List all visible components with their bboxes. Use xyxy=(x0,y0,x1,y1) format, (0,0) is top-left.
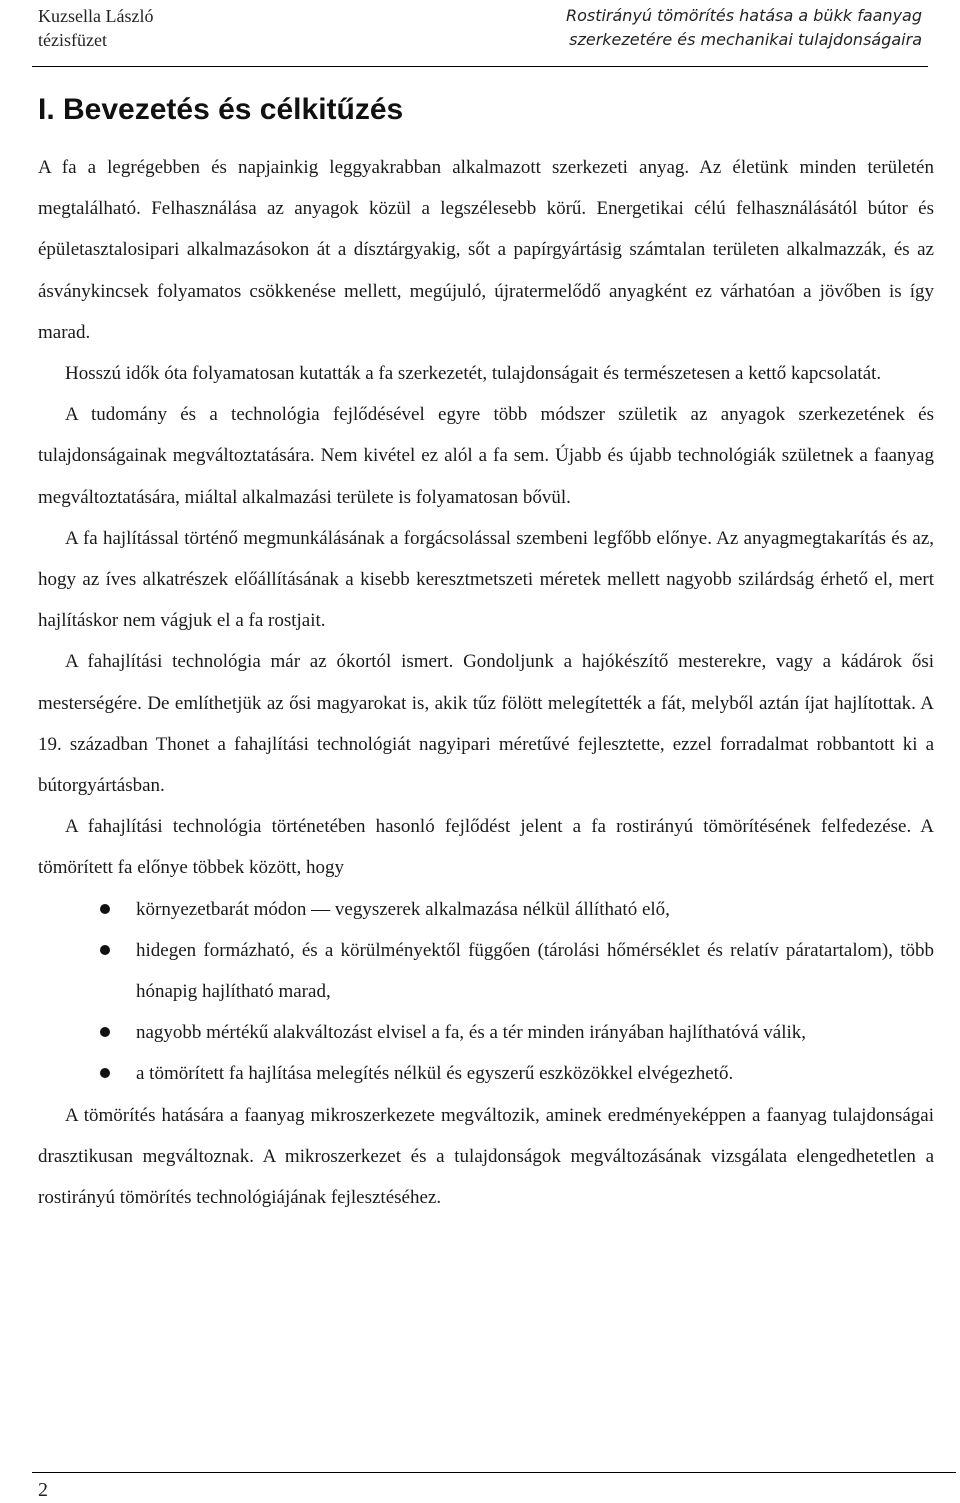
list-item-text: környezetbarát módon — vegyszerek alkalmazása nélkül állítható elő, xyxy=(136,898,670,920)
closing-paragraph: A tömörítés hatására a faanyag mikroszerkezete megváltozik, aminek eredményeképpen a faanyag tulajdonságai drasztikusan megváltoznak. A mikroszerkezet és a tulajdonságok megváltozásának vizsgálata elengedhetetlen a rostirányú tömörítés technológiájának fejlesztéséhez. xyxy=(38,1104,934,1209)
body-text xyxy=(38,147,934,1218)
paragraph: A fa hajlítással történő megmunkálásának a forgácsolással szembeni legfőbb előnye. Az anyagmegtakarítás és az, hogy az íves alkatrészek előállításának a kisebb keresztmetszeti méretek mellett nagyobb szilárdság érhető el, mert hajlításkor nem vágjuk el a fa rostjait. xyxy=(38,527,934,632)
bullet-icon xyxy=(100,945,110,955)
page-number: 2 xyxy=(38,1479,48,1501)
paragraph: Hosszú idők óta folyamatosan kutatták a fa szerkezetét, tulajdonságait és természetesen a kettő kapcsolatát. xyxy=(65,363,882,385)
list-item-text: nagyobb mértékű alakváltozást elvisel a fa, és a tér minden irányában hajlíthatóvá válik, xyxy=(136,1022,807,1044)
header-left xyxy=(38,4,153,52)
paragraph: A fahajlítási technológia történetében hasonló fejlődést jelent a fa rostirányú tömörítésének felfedezése. A tömörített fa előnye többek között, hogy xyxy=(38,816,934,879)
paragraph: A tudomány és a technológia fejlődésével egyre több módszer születik az anyagok szerkezetének és tulajdonságainak megváltoztatására. Nem kivétel ez alól a fa sem. Újabb és újabb technológiák születnek a faanyag megváltoztatására, miáltal alkalmazási területe is folyamatosan bővül. xyxy=(38,404,934,508)
list-item xyxy=(38,1053,934,1094)
header-right xyxy=(566,4,922,52)
paragraph: A fa a legrégebben és napjainkig leggyakrabban alkalmazott szerkezeti anyag. Az életünk minden területén megtalálható. Felhasználása az anyagok közül a legszélesebb körű. Energetikai célú felhasználásától bútor és épületasztalosipari alkalmazásokon át a dísztárgyakig, sőt a papírgyártásig számtalan területen alkalmazzák, és az ásványkincsek folyamatos csökkenése mellett, megújuló, újratermelődő anyagként ez várhatóan a jövőben is így marad. xyxy=(38,157,934,343)
header-title-line-1: Rostirányú tömörítés hatása a bükk faanyag xyxy=(565,6,922,25)
running-header xyxy=(38,4,922,60)
section-heading: I. Bevezetés és célkitűzés xyxy=(38,93,404,126)
footer-divider xyxy=(32,1472,956,1473)
list-item xyxy=(38,889,934,930)
paragraph: A fahajlítási technológia már az ókortól ismert. Gondoljunk a hajókészítő mesterekre, vagy a kádárok ősi mesterségére. De említhetjük az ősi magyarokat is, akik tűz fölött melegítették a fát, melyből aztán íjat hajlítottak. A 19. században Thonet a fahajlítási technológiát nagyipari méretűvé fejlesztette, ezzel forradalmat robbantott ki a bútorgyártásban. xyxy=(38,651,934,797)
list-item-text: a tömörített fa hajlítása melegítés nélkül és egyszerű eszközökkel elvégezhető. xyxy=(136,1063,734,1085)
list-item xyxy=(38,930,934,1012)
bullet-icon xyxy=(100,904,110,914)
advantages-list xyxy=(38,889,934,1095)
bullet-icon xyxy=(100,1027,110,1037)
header-doc-type: tézisfüzet xyxy=(38,30,107,50)
header-title-line-2: szerkezetére és mechanikai tulajdonságaira xyxy=(569,30,922,49)
header-divider xyxy=(32,66,928,67)
header-author: Kuzsella László xyxy=(38,6,154,26)
bullet-icon xyxy=(100,1068,110,1078)
list-item xyxy=(38,1012,934,1053)
list-item-text: hidegen formázható, és a körülményektől függően (tárolási hőmérséklet és relatív páratartalom), több hónapig hajlítható marad, xyxy=(136,939,934,1003)
